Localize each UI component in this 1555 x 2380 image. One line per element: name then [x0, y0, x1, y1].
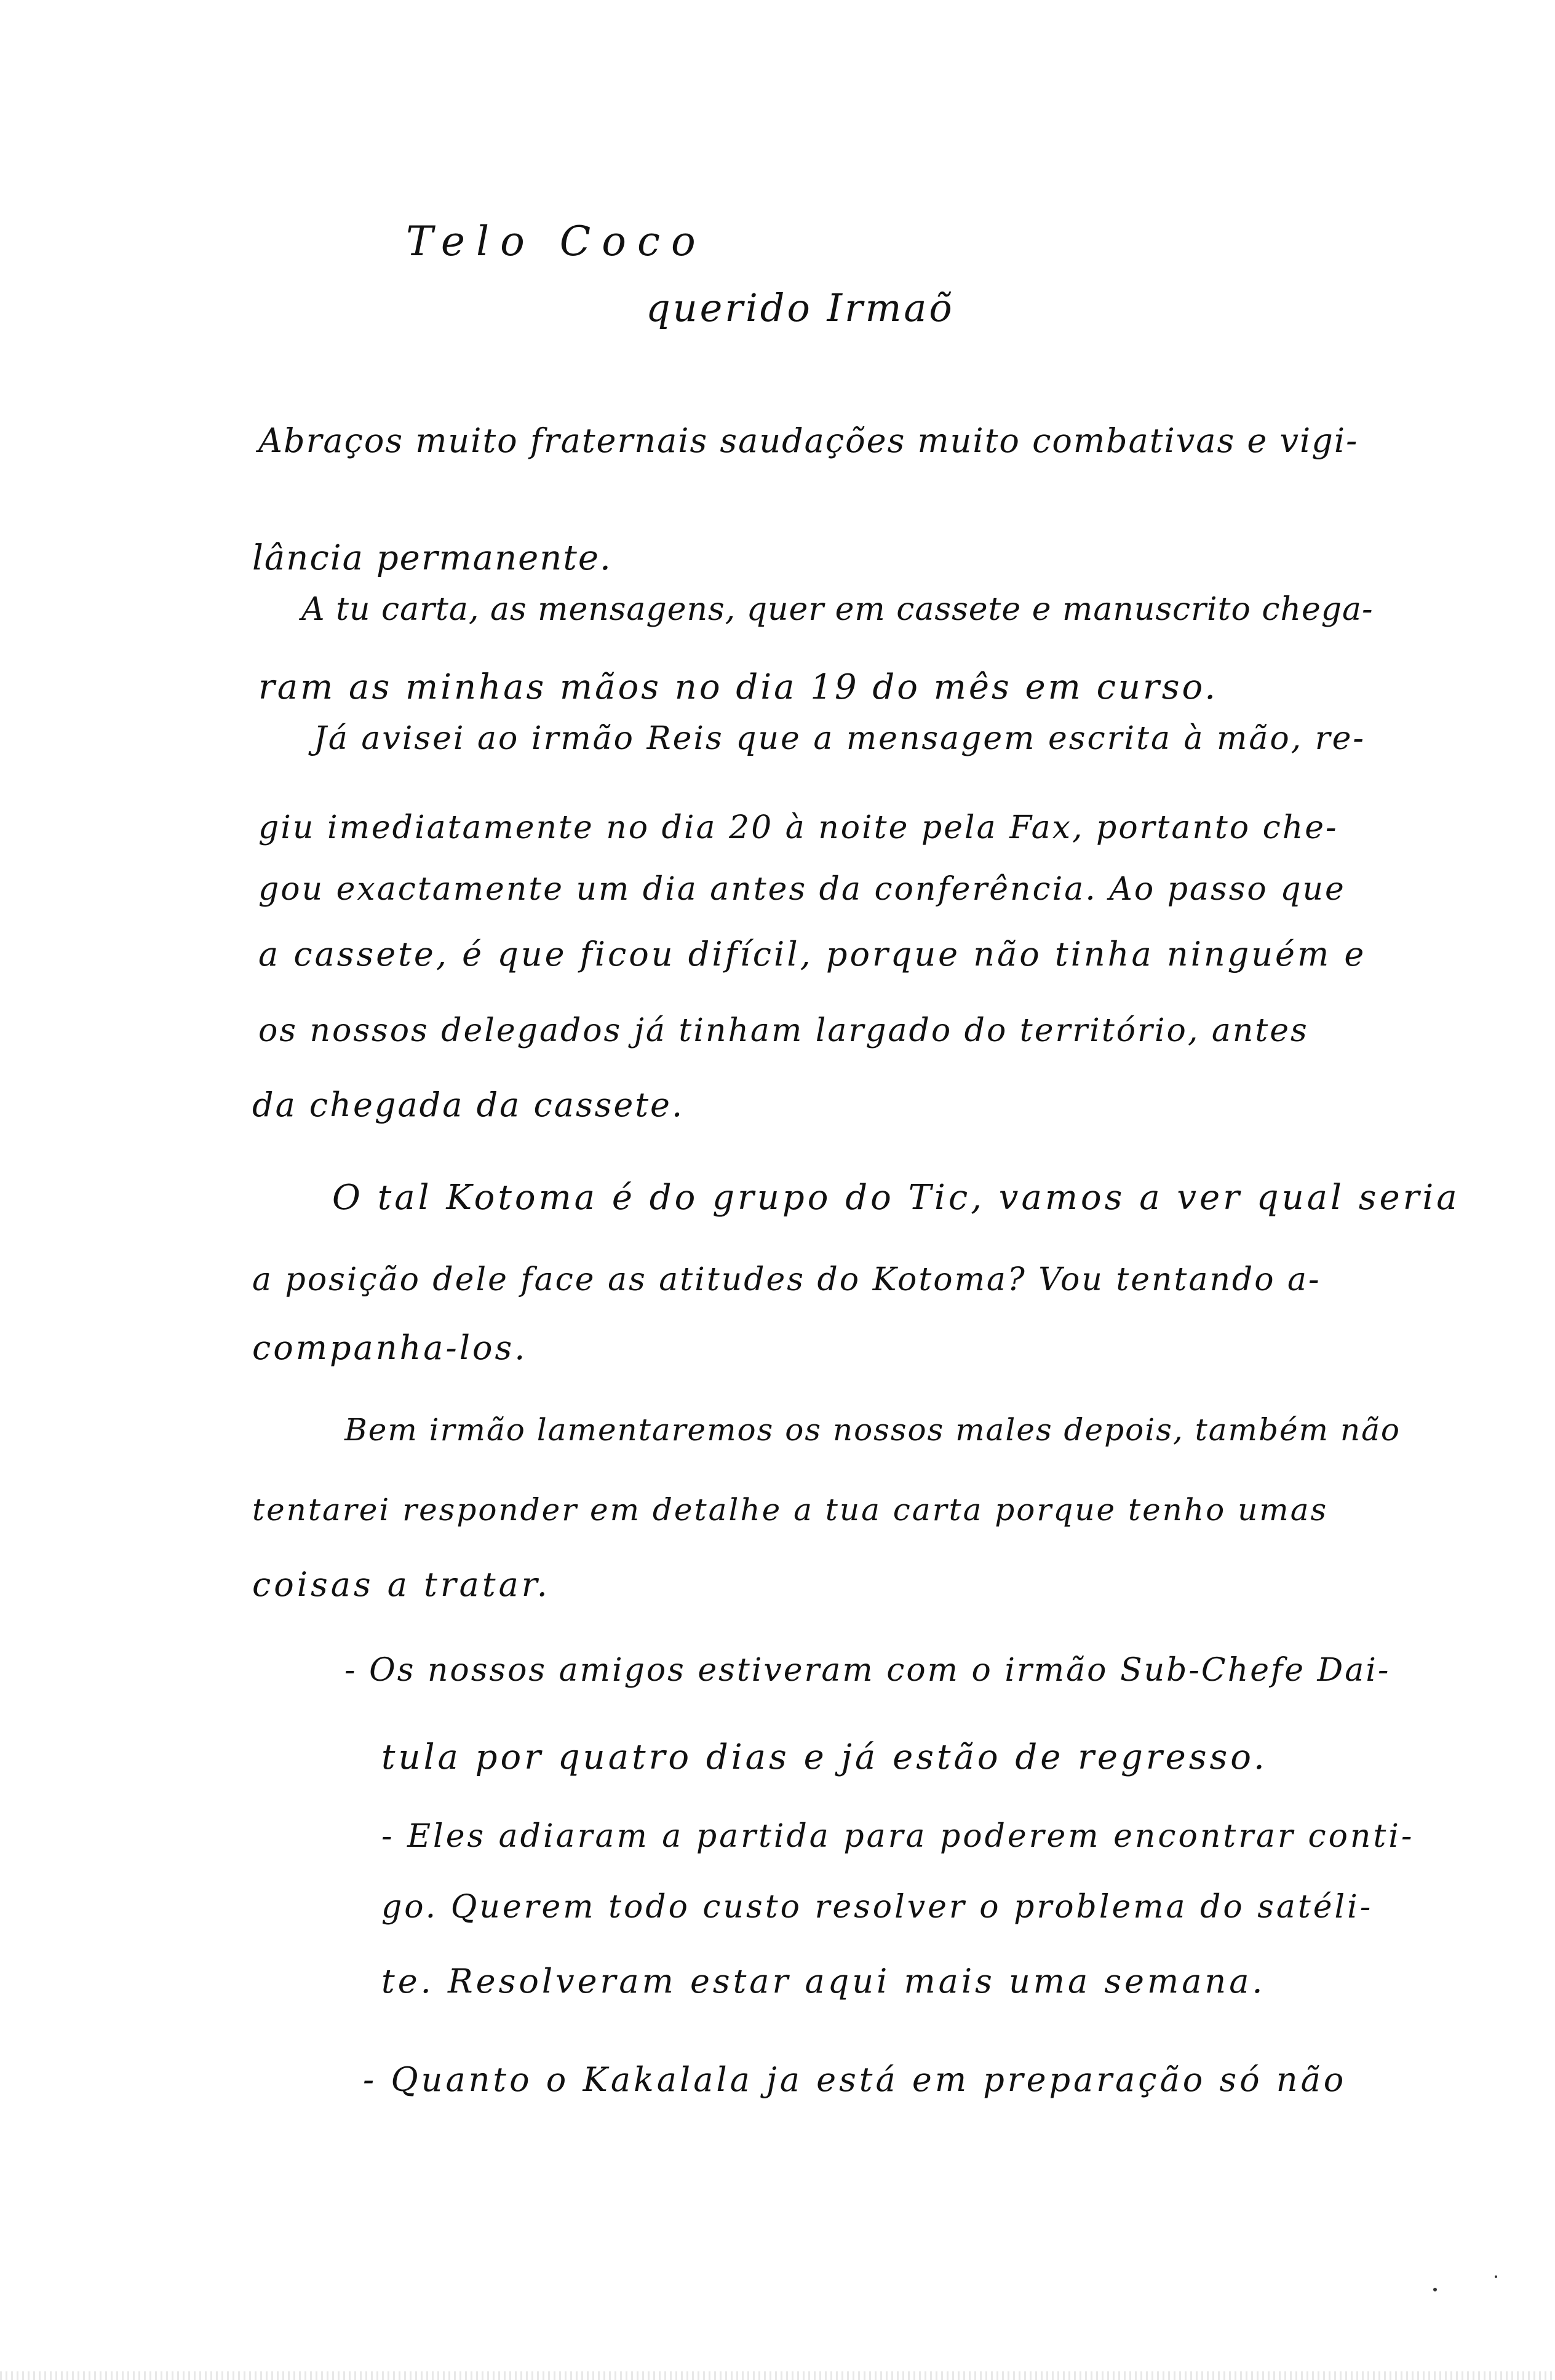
letter-line: lância permanente.: [252, 538, 612, 578]
letter-line: a cassete, é que ficou difícil, porque não tinha ninguém e: [258, 935, 1367, 974]
letter-salutation: querido Irmaõ: [646, 285, 955, 330]
letter-line: - Eles adiaram a partida para poderem encontrar conti-: [381, 1818, 1415, 1855]
letter-line: tula por quatro dias e já estão de regresso.: [381, 1737, 1268, 1777]
letter-line: Abraços muito fraternais saudações muito combativas e vigi-: [258, 421, 1359, 460]
letter-line: coisas a tratar.: [252, 1565, 551, 1604]
letter-line: te. Resolveram estar aqui mais uma semana.: [381, 1962, 1266, 2001]
letter-line: Já avisei ao irmão Reis que a mensagem escrita à mão, re-: [314, 720, 1366, 757]
letter-line: O tal Kotoma é do grupo do Tic, vamos a ver qual seria: [332, 1178, 1460, 1218]
letter-line: da chegada da cassete.: [252, 1085, 685, 1124]
scan-speck: [1433, 2288, 1437, 2291]
letter-line: gou exactamente um dia antes da conferência. Ao passo que: [258, 871, 1346, 908]
letter-line: - Os nossos amigos estiveram com o irmão Sub-Chefe Dai-: [344, 1652, 1391, 1689]
letter-line: tentarei responder em detalhe a tua carta porque tenho umas: [252, 1492, 1329, 1528]
letter-line: os nossos delegados já tinham largado do território, antes: [258, 1012, 1309, 1049]
letter-line: a posição dele face as atitudes do Kotoma? Vou tentando a-: [252, 1261, 1321, 1298]
letter-salutation-name: Telo Coco: [406, 218, 707, 265]
letter-line: ram as minhas mãos no dia 19 do mês em curso.: [258, 667, 1219, 707]
letter-line: giu imediatamente no dia 20 à noite pela Fax, portanto che-: [258, 809, 1338, 846]
scan-edge: [0, 2371, 1555, 2380]
letter-line: go. Querem todo custo resolver o problema do satéli-: [381, 1889, 1374, 1926]
scan-speck: [1495, 2275, 1497, 2278]
letter-line: - Quanto o Kakalala ja está em preparação só não: [363, 2060, 1347, 2099]
letter-line: Bem irmão lamentaremos os nossos males depois, também não: [344, 1412, 1401, 1448]
letter-line: companha-los.: [252, 1328, 528, 1367]
letter-line: A tu carta, as mensagens, quer em cassete e manuscrito chega-: [301, 591, 1374, 628]
